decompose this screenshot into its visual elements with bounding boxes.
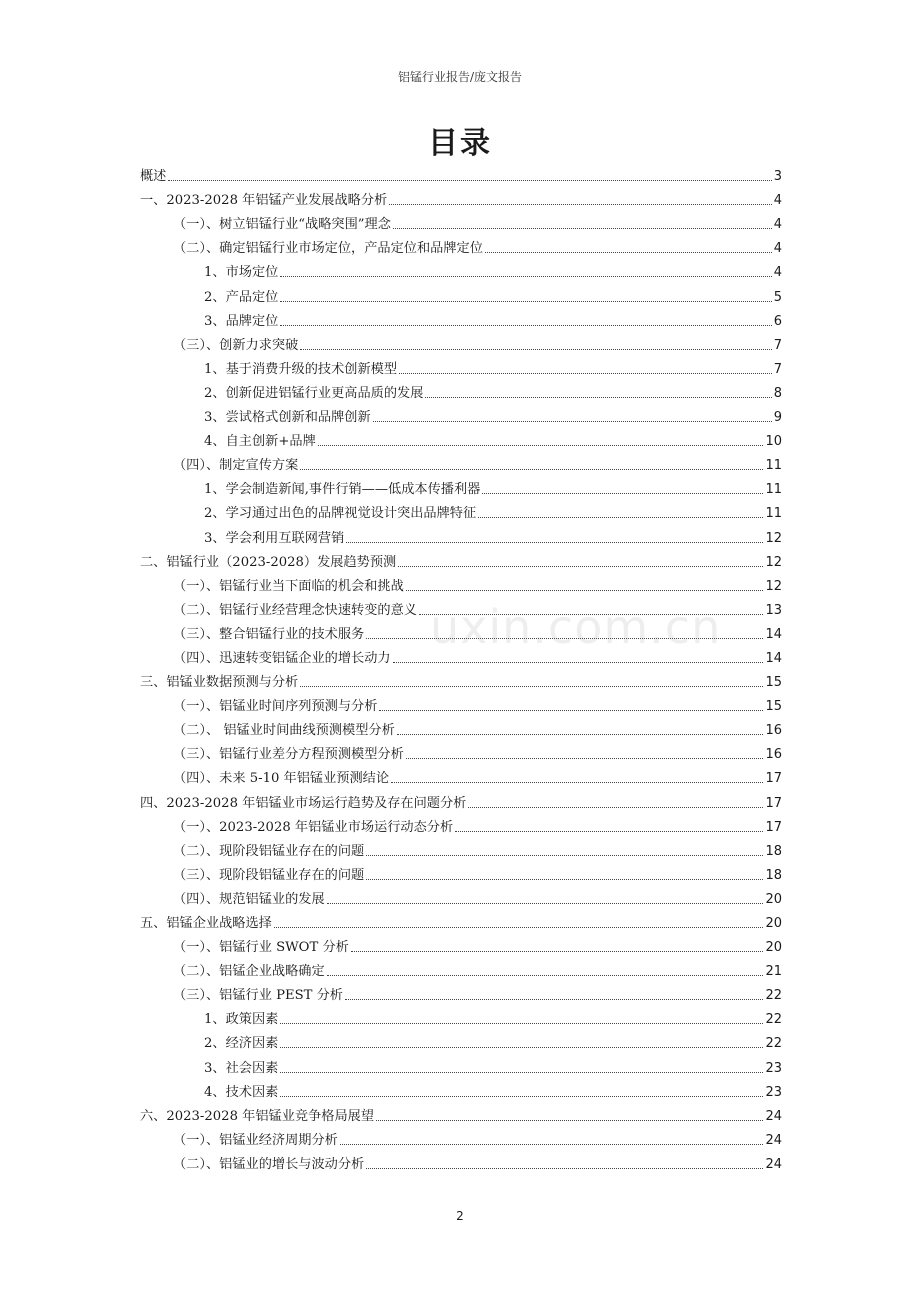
toc-leader-dots <box>280 1046 763 1048</box>
toc-entry[interactable] <box>140 353 782 377</box>
toc-entry[interactable] <box>140 786 782 810</box>
toc-leader-dots <box>351 950 764 952</box>
toc-entry-page: 4 <box>773 217 782 233</box>
toc-entry-page: 6 <box>773 313 782 329</box>
toc-entry-page: 11 <box>765 482 782 498</box>
toc-entry-page: 15 <box>765 675 782 691</box>
toc-entry-title: （二）、 铝锰业时间曲线预测模型分析 <box>173 723 395 739</box>
toc-leader-dots <box>346 541 763 543</box>
toc-entry-page: 13 <box>765 602 782 618</box>
toc-entry[interactable] <box>140 497 782 521</box>
toc-leader-dots <box>393 227 772 229</box>
toc-entry-title: 4、自主创新+品牌 <box>204 434 316 450</box>
toc-entry[interactable] <box>140 931 782 955</box>
toc-leader-dots <box>399 372 772 374</box>
toc-entry[interactable] <box>140 280 782 304</box>
toc-entry-title: 1、基于消费升级的技术创新模型 <box>204 361 398 377</box>
toc-entry-page: 3 <box>773 169 782 185</box>
toc-entry-title: 概述 <box>140 169 167 185</box>
toc-leader-dots <box>340 1143 764 1145</box>
toc-leader-dots <box>280 1095 763 1097</box>
toc-entry-page: 20 <box>765 940 782 956</box>
toc-leader-dots <box>468 806 763 808</box>
toc-entry-title: （三）、整合铝锰行业的技术服务 <box>173 626 365 642</box>
toc-leader-dots <box>425 396 771 398</box>
toc-entry[interactable] <box>140 883 782 907</box>
toc-entry-title: （四）、规范铝锰业的发展 <box>173 891 325 907</box>
toc-entry-page: 4 <box>773 241 782 257</box>
toc-leader-dots <box>406 757 764 759</box>
toc-leader-dots <box>373 420 772 422</box>
toc-leader-dots <box>318 444 764 446</box>
toc-leader-dots <box>366 878 763 880</box>
toc-entry[interactable] <box>140 811 782 835</box>
toc-entry-page: 17 <box>765 795 782 811</box>
toc-entry-page: 16 <box>765 723 782 739</box>
toc-entry[interactable] <box>140 160 782 184</box>
toc-entry-page: 24 <box>765 1156 782 1172</box>
toc-entry[interactable] <box>140 570 782 594</box>
toc-leader-dots <box>406 589 764 591</box>
toc-entry-title: （二）、铝锰企业战略确定 <box>173 964 325 980</box>
toc-entry[interactable] <box>140 714 782 738</box>
toc-leader-dots <box>397 733 764 735</box>
toc-leader-dots <box>391 781 763 783</box>
toc-entry-title: 1、学会制造新闻,事件行销——低成本传播利器 <box>204 482 481 498</box>
toc-leader-dots <box>280 1022 763 1024</box>
toc-entry-page: 12 <box>765 530 782 546</box>
toc-leader-dots <box>280 300 771 302</box>
toc-entry-title: 2、产品定位 <box>204 289 279 305</box>
toc-entry-page: 22 <box>765 1036 782 1052</box>
toc-entry-title: （一）、2023-2028 年铝锰业市场运行动态分析 <box>173 819 454 835</box>
toc-entry-title: （二）、铝锰业的增长与波动分析 <box>173 1156 365 1172</box>
toc-leader-dots <box>280 324 771 326</box>
toc-entry[interactable] <box>140 690 782 714</box>
toc-entry-page: 12 <box>765 554 782 570</box>
toc-entry-page: 5 <box>773 289 782 305</box>
toc-entry-page: 24 <box>765 1108 782 1124</box>
toc-leader-dots <box>455 830 763 832</box>
toc-entry[interactable] <box>140 256 782 280</box>
toc-entry-page: 4 <box>773 193 782 209</box>
toc-entry-title: 1、政策因素 <box>204 1012 279 1028</box>
toc-entry-page: 18 <box>765 867 782 883</box>
toc-entry[interactable] <box>140 666 782 690</box>
toc-entry-page: 14 <box>765 626 782 642</box>
toc-leader-dots <box>478 516 763 518</box>
toc-entry-page: 11 <box>765 458 782 474</box>
toc-entry-title: 2、学习通过出色的品牌视觉设计突出品牌特征 <box>204 506 477 522</box>
toc-entry-title: 二、铝锰行业（2023-2028）发展趋势预测 <box>140 554 397 570</box>
toc-entry-page: 4 <box>773 265 782 281</box>
toc-entry-title: 2、创新促进铝锰行业更高品质的发展 <box>204 385 424 401</box>
toc-entry-title: 3、品牌定位 <box>204 313 279 329</box>
toc-entry[interactable] <box>140 979 782 1003</box>
toc-entry-page: 18 <box>765 843 782 859</box>
toc-entry[interactable] <box>140 835 782 859</box>
toc-entry-page: 20 <box>765 891 782 907</box>
toc-entry-title: 4、技术因素 <box>204 1084 279 1100</box>
toc-entry-title: （四）、未来 5-10 年铝锰业预测结论 <box>173 771 390 787</box>
toc-entry[interactable] <box>140 762 782 786</box>
toc-entry[interactable] <box>140 377 782 401</box>
toc-entry-page: 22 <box>765 988 782 1004</box>
page-header: 铝锰行业报告/庞文报告 <box>397 70 523 84</box>
toc-entry-page: 15 <box>765 699 782 715</box>
toc-leader-dots <box>300 685 763 687</box>
toc-entry-page: 23 <box>765 1084 782 1100</box>
toc-entry-page: 12 <box>765 578 782 594</box>
toc-entry-page: 9 <box>773 410 782 426</box>
toc-leader-dots <box>366 1167 763 1169</box>
toc-entry-title: （二）、铝锰行业经营理念快速转变的意义 <box>173 602 417 618</box>
toc-entry-title: 三、铝锰业数据预测与分析 <box>140 675 299 691</box>
toc-leader-dots <box>366 854 763 856</box>
toc-leader-dots <box>389 203 772 205</box>
page-number: 2 <box>456 1209 464 1223</box>
toc-leader-dots <box>168 179 771 181</box>
toc-entry-title: （二）、确定铝锰行业市场定位，产品定位和品牌定位 <box>173 241 483 257</box>
toc-entry[interactable] <box>140 1027 782 1051</box>
toc-entry-page: 16 <box>765 747 782 763</box>
toc-entry[interactable] <box>140 184 782 208</box>
toc-entry-title: 2、经济因素 <box>204 1036 279 1052</box>
toc-entry[interactable] <box>140 907 782 931</box>
toc-entry-page: 21 <box>765 964 782 980</box>
toc-entry-title: 3、学会利用互联网营销 <box>204 530 345 546</box>
toc-entry[interactable] <box>140 1124 782 1148</box>
toc-leader-dots <box>274 926 764 928</box>
toc-leader-dots <box>379 709 763 711</box>
toc-entry[interactable] <box>140 1051 782 1075</box>
toc-entry-title: （四）、迅速转变铝锰企业的增长动力 <box>173 650 391 666</box>
toc-entry[interactable] <box>140 521 782 545</box>
toc-entry-title: （三）、创新力求突破 <box>173 337 299 353</box>
toc-entry-page: 11 <box>765 506 782 522</box>
toc-leader-dots <box>398 565 763 567</box>
toc-entry-title: （一）、铝锰业时间序列预测与分析 <box>173 699 378 715</box>
toc-entry-title: （二）、现阶段铝锰业存在的问题 <box>173 843 365 859</box>
toc-entry-title: （三）、现阶段铝锰业存在的问题 <box>173 867 365 883</box>
toc-entry[interactable] <box>140 449 782 473</box>
toc-entry[interactable] <box>140 859 782 883</box>
toc-entry[interactable] <box>140 546 782 570</box>
toc-entry-title: （三）、铝锰行业差分方程预测模型分析 <box>173 747 404 763</box>
toc-leader-dots <box>327 974 764 976</box>
toc-leader-dots <box>485 251 772 253</box>
toc-leader-dots <box>327 902 764 904</box>
toc-entry-page: 8 <box>773 385 782 401</box>
toc-entry[interactable] <box>140 1148 782 1172</box>
toc-entry[interactable] <box>140 1003 782 1027</box>
toc-entry-title: （一）、铝锰业经济周期分析 <box>173 1132 338 1148</box>
toc-entry-title: （三）、铝锰行业 PEST 分析 <box>173 988 343 1004</box>
toc-entry-title: 3、尝试格式创新和品牌创新 <box>204 410 371 426</box>
toc-leader-dots <box>300 348 771 350</box>
toc-entry[interactable] <box>140 1100 782 1124</box>
toc-entry-title: （一）、铝锰行业当下面临的机会和挑战 <box>173 578 404 594</box>
toc-entry-page: 14 <box>765 650 782 666</box>
toc-entry-page: 22 <box>765 1012 782 1028</box>
toc-entry[interactable] <box>140 473 782 497</box>
toc-entry[interactable] <box>140 401 782 425</box>
toc-entry[interactable] <box>140 1076 782 1100</box>
toc-entry[interactable] <box>140 329 782 353</box>
toc-entry[interactable] <box>140 955 782 979</box>
toc-entry-title: 一、2023-2028 年铝锰产业发展战略分析 <box>140 193 388 209</box>
toc-entry-page: 17 <box>765 819 782 835</box>
toc-entry-title: 六、2023-2028 年铝锰业竞争格局展望 <box>140 1108 375 1124</box>
page-title: 目录 <box>428 126 492 161</box>
toc-entry-page: 7 <box>773 337 782 353</box>
table-of-contents <box>140 160 782 1172</box>
toc-leader-dots <box>300 468 763 470</box>
toc-leader-dots <box>280 275 771 277</box>
toc-entry[interactable] <box>140 425 782 449</box>
watermark: uxin.com.cn <box>430 600 722 654</box>
toc-entry-title: 五、铝锰企业战略选择 <box>140 916 272 931</box>
toc-entry-page: 17 <box>765 771 782 787</box>
toc-entry-title: 1、市场定位 <box>204 265 279 281</box>
toc-entry-title: （一）、铝锰行业 SWOT 分析 <box>173 940 349 956</box>
toc-entry-page: 7 <box>773 361 782 377</box>
toc-entry-page: 10 <box>765 434 782 450</box>
toc-leader-dots <box>345 998 763 1000</box>
toc-entry-title: （四）、制定宣传方案 <box>173 458 299 474</box>
toc-entry[interactable] <box>140 208 782 232</box>
toc-entry[interactable] <box>140 738 782 762</box>
toc-entry-page: 20 <box>765 916 782 931</box>
toc-entry-page: 23 <box>765 1060 782 1076</box>
toc-entry-title: 3、社会因素 <box>204 1060 279 1076</box>
toc-entry[interactable] <box>140 232 782 256</box>
toc-leader-dots <box>280 1071 763 1073</box>
toc-entry-title: （一）、树立铝锰行业“战略突围”理念 <box>173 217 391 233</box>
toc-entry[interactable] <box>140 305 782 329</box>
toc-entry-title: 四、2023-2028 年铝锰业市场运行趋势及存在问题分析 <box>140 795 467 811</box>
toc-leader-dots <box>482 492 763 494</box>
toc-entry-page: 24 <box>765 1132 782 1148</box>
toc-leader-dots <box>376 1119 763 1121</box>
toc-leader-dots <box>393 661 764 663</box>
